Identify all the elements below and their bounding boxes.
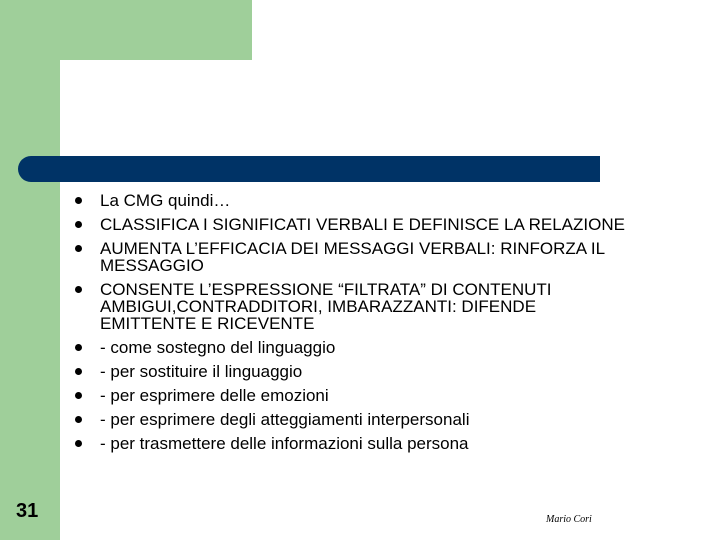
rounded-corner bbox=[60, 60, 100, 100]
bullet-item bbox=[72, 387, 632, 404]
bullet-dot-icon bbox=[75, 392, 82, 399]
green-top-band bbox=[0, 0, 252, 60]
bullet-item bbox=[72, 216, 632, 233]
bullet-dot-icon bbox=[75, 197, 82, 204]
bullet-text: - per esprimere degli atteggiamenti interpersonali bbox=[100, 410, 470, 429]
bullet-text: CONSENTE L’ESPRESSIONE “FILTRATA” DI CONTENUTI AMBIGUI,CONTRADDITORI, IMBARAZZANTI: DIFENDE EMITTENTE E RICEVENTE bbox=[100, 280, 552, 333]
bullet-text: AUMENTA L’EFFICACIA DEI MESSAGGI VERBALI: RINFORZA IL MESSAGGIO bbox=[100, 239, 605, 275]
bullet-dot-icon bbox=[75, 344, 82, 351]
bullet-text: - per esprimere delle emozioni bbox=[100, 386, 329, 405]
bullet-list bbox=[72, 192, 632, 459]
bullet-item bbox=[72, 411, 632, 428]
bullet-item bbox=[72, 281, 632, 332]
author-footer: Mario Cori bbox=[546, 514, 592, 525]
bullet-item bbox=[72, 435, 632, 452]
bullet-text: - per sostituire il linguaggio bbox=[100, 362, 303, 381]
bullet-dot-icon bbox=[75, 221, 82, 228]
bullet-dot-icon bbox=[75, 368, 82, 375]
bullet-dot-icon bbox=[75, 440, 82, 447]
green-side-band bbox=[0, 0, 60, 540]
page-number: 31 bbox=[16, 500, 39, 522]
bullet-item bbox=[72, 339, 632, 356]
title-bar bbox=[18, 156, 600, 182]
bullet-text: - per trasmettere delle informazioni sulla persona bbox=[100, 434, 469, 453]
bullet-text: CLASSIFICA I SIGNIFICATI VERBALI E DEFINISCE LA RELAZIONE bbox=[100, 215, 625, 234]
bullet-text: - come sostegno del linguaggio bbox=[100, 338, 336, 357]
bullet-dot-icon bbox=[75, 245, 82, 252]
bullet-dot-icon bbox=[75, 286, 82, 293]
bullet-text: La CMG quindi… bbox=[100, 191, 231, 210]
bullet-dot-icon bbox=[75, 416, 82, 423]
bullet-item bbox=[72, 240, 632, 274]
bullet-item bbox=[72, 363, 632, 380]
bullet-item bbox=[72, 192, 632, 209]
